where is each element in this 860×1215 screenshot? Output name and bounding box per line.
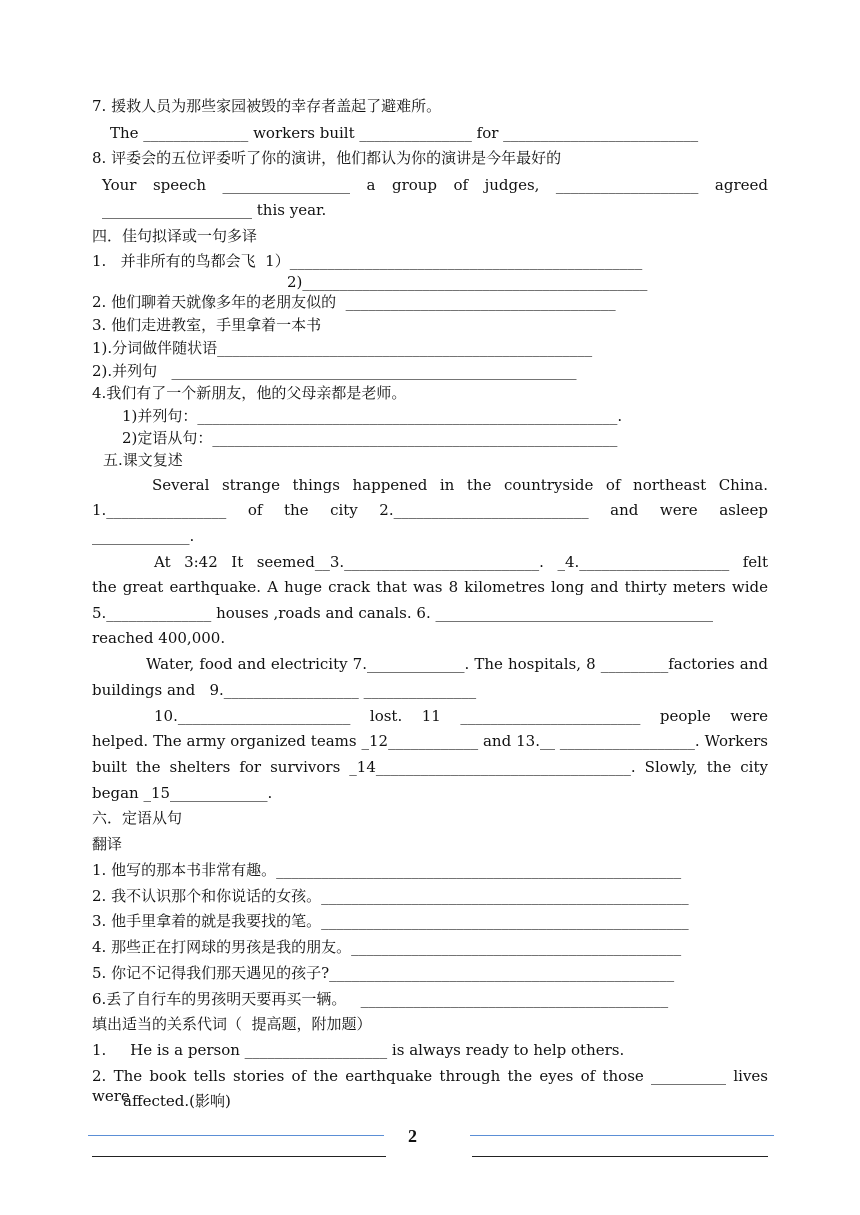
footer-rule-right-black [472, 1156, 768, 1157]
s4-q3-2: 2).并列句 ______________________________________________________ [92, 362, 577, 380]
s4-q1: 1. 并非所有的鸟都会飞 1）_______________________________________________ [92, 252, 643, 270]
retell-line-8: Water, food and electricity 7._____________. The hospitals, 8 _________factories and [146, 655, 768, 673]
section4-heading: 四．佳句拟译或一句多译 [92, 227, 258, 245]
q8-english: Your speech _________________ a group of judges, ___________________ agreed [102, 176, 768, 194]
s4-q3-1: 1).分词做伴随状语__________________________________________________ [92, 339, 593, 357]
s4-q4-1: 1)并列句：________________________________________________________. [122, 407, 623, 425]
retell-line-7: reached 400,000. [92, 629, 226, 647]
translate-label: 翻译 [92, 835, 123, 853]
retell-line-13: began _15_____________. [92, 784, 273, 802]
retell-line-12: built the shelters for survivors _14__________________________________. Slowly, the city [92, 758, 768, 776]
retell-line-11: helped. The army organized teams _12____________ and 13.__ __________________. Workers [92, 732, 768, 750]
translate-q4: 4. 那些正在打网球的男孩是我的朋友。____________________________________________ [92, 938, 682, 956]
retell-line-5: the great earthquake. A huge crack that was 8 kilometres long and thirty meters wide [92, 578, 768, 596]
q7-chinese: 7. 援救人员为那些家园被毁的幸存者盖起了避难所。 [92, 97, 442, 115]
page-number: 2 [408, 1126, 417, 1146]
section5-heading: 五.课文复述 [103, 451, 183, 469]
fill-q1: 1. He is a person ___________________ is always ready to help others. [92, 1041, 625, 1059]
retell-line-3: _____________. [92, 527, 195, 545]
retell-line-9: buildings and 9.__________________ _______________ [92, 681, 477, 699]
fill-heading: 填出适当的关系代词（ 提高题，附加题） [92, 1015, 372, 1033]
s4-q4-2: 2)定语从句：______________________________________________________ [122, 429, 618, 447]
footer-rule-right-blue [470, 1135, 774, 1136]
translate-q6: 6.丢了自行车的男孩明天要再买一辆。 _________________________________________ [92, 990, 669, 1008]
retell-line-1: Several strange things happened in the countryside of northeast China. [152, 476, 768, 494]
translate-q3: 3. 他手里拿着的就是我要找的笔。_________________________________________________ [92, 912, 689, 930]
q8-english-cont: ____________________ this year. [102, 201, 327, 219]
fill-q2-cont: affected.(影响) [123, 1092, 231, 1110]
q7-english: The ______________ workers built _______________ for __________________________ [110, 124, 699, 142]
q8-chinese: 8. 评委会的五位评委听了你的演讲，他们都认为你的演讲是今年最好的 [92, 149, 562, 167]
retell-line-2: 1.________________ of the city 2.__________________________ and were asleep [92, 501, 768, 519]
translate-q5: 5. 你记不记得我们那天遇见的孩子?______________________________________________ [92, 964, 675, 982]
s4-q3: 3. 他们走进教室，手里拿着一本书 [92, 316, 322, 334]
footer-rule-left-blue [88, 1135, 384, 1136]
translate-q1: 1. 他写的那本书非常有趣。______________________________________________________ [92, 861, 682, 879]
retell-line-6: 5.______________ houses ,roads and canals. 6. _____________________________________ [92, 604, 713, 622]
s4-q2: 2. 他们聊着天就像多年的老朋友似的 ____________________________________ [92, 293, 616, 311]
section6-heading: 六．定语从句 [92, 809, 183, 827]
s4-q1-alt: 2)______________________________________________ [287, 273, 648, 291]
retell-line-10: 10._______________________ lost. 11 ________________________ people were [154, 707, 768, 725]
s4-q4: 4.我们有了一个新朋友，他的父母亲都是老师。 [92, 384, 407, 402]
fill-q2: 2. The book tells stories of the earthquake through the eyes of those __________ lives were [92, 1067, 768, 1105]
translate-q2: 2. 我不认识那个和你说话的女孩。_________________________________________________ [92, 887, 689, 905]
footer-rule-left-black [92, 1156, 386, 1157]
retell-line-4: At 3:42 It seemed__3.__________________________. _4.____________________ felt [154, 553, 768, 571]
